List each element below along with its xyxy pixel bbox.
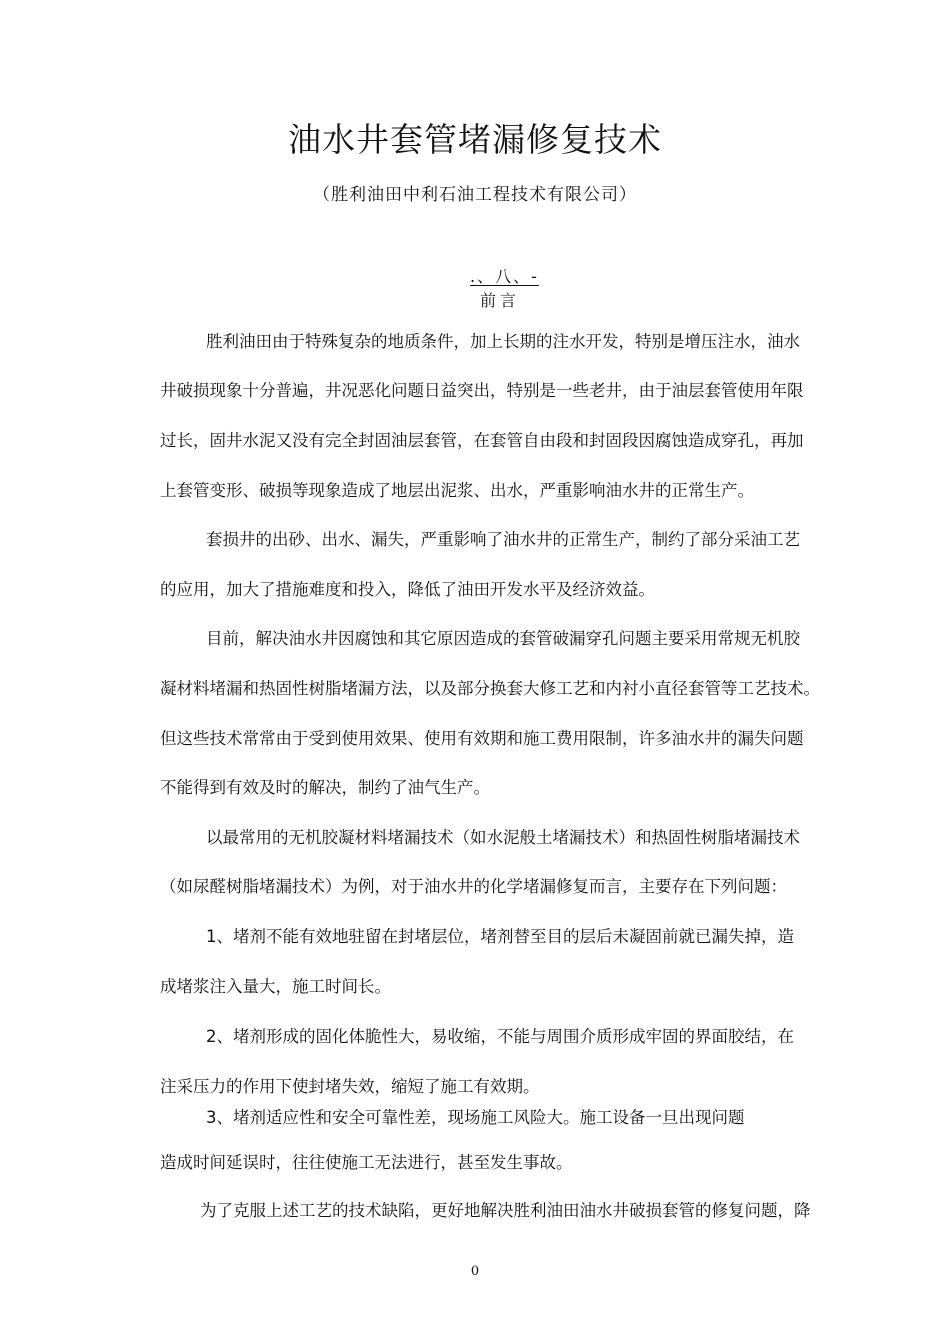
document-title: 油水井套管堵漏修复技术 xyxy=(288,120,662,159)
body-line: 但这些技术常常由于受到使用效果、使用有效期和施工费用限制，许多油水井的漏失问题 xyxy=(160,729,804,748)
body-line: 凝材料堵漏和热固性树脂堵漏方法，以及部分换套大修工艺和内衬小直径套管等工艺技术。 xyxy=(160,679,820,698)
body-line: 过长，固井水泥又没有完全封固油层套管，在套管自由段和封固段因腐蚀造成穿孔，再加 xyxy=(160,431,804,450)
body-line: 目前，解决油水井因腐蚀和其它原因造成的套管破漏穿孔问题主要采用常规无机胶 xyxy=(206,629,800,648)
body-line: 套损井的出砂、出水、漏失，严重影响了油水井的正常生产，制约了部分采油工艺 xyxy=(206,530,800,549)
body-line: 不能得到有效及时的解决，制约了油气生产。 xyxy=(160,778,490,797)
body-line: 注采压力的作用下使封堵失效，缩短了施工有效期。 xyxy=(160,1077,540,1096)
garbled-heading: .、八、- xyxy=(470,267,539,286)
body-line: 的应用，加大了措施难度和投入，降低了油田开发水平及经济效益。 xyxy=(160,580,655,599)
body-line: 以最常用的无机胶凝材料堵漏技术（如水泥般土堵漏技术）和热固性树脂堵漏技术 xyxy=(206,828,800,847)
body-line: 为了克服上述工艺的技术缺陷，更好地解决胜利油田油水井破损套管的修复问题，降 xyxy=(200,1201,811,1220)
section-heading: 前言 xyxy=(480,291,521,310)
page-number: 0 xyxy=(470,1264,480,1279)
body-line: 上套管变形、破损等现象造成了地层出泥浆、出水，严重影响油水井的正常生产。 xyxy=(160,481,754,500)
document-subtitle: （胜利油田中利石油工程技术有限公司） xyxy=(313,185,637,205)
body-line: （如尿醛树脂堵漏技术）为例，对于油水井的化学堵漏修复而言，主要存在下列问题： xyxy=(160,877,787,896)
body-line: 3、堵剂适应性和安全可靠性差，现场施工风险大。施工设备一旦出现问题 xyxy=(206,1108,745,1127)
body-line: 1、堵剂不能有效地驻留在封堵层位，堵剂替至目的层后未凝固前就已漏失掉，造 xyxy=(206,927,794,946)
body-line: 成堵浆注入量大，施工时间长。 xyxy=(160,977,391,996)
body-line: 井破损现象十分普遍，井况恶化问题日益突出，特别是一些老井，由于油层套管使用年限 xyxy=(160,381,804,400)
body-line: 造成时间延误时，往往使施工无法进行，甚至发生事故。 xyxy=(160,1153,573,1172)
body-line: 胜利油田由于特殊复杂的地质条件，加上长期的注水开发，特别是增压注水，油水 xyxy=(206,332,800,351)
body-line: 2、堵剂形成的固化体脆性大，易收缩，不能与周围介质形成牢固的界面胶结，在 xyxy=(206,1027,794,1046)
